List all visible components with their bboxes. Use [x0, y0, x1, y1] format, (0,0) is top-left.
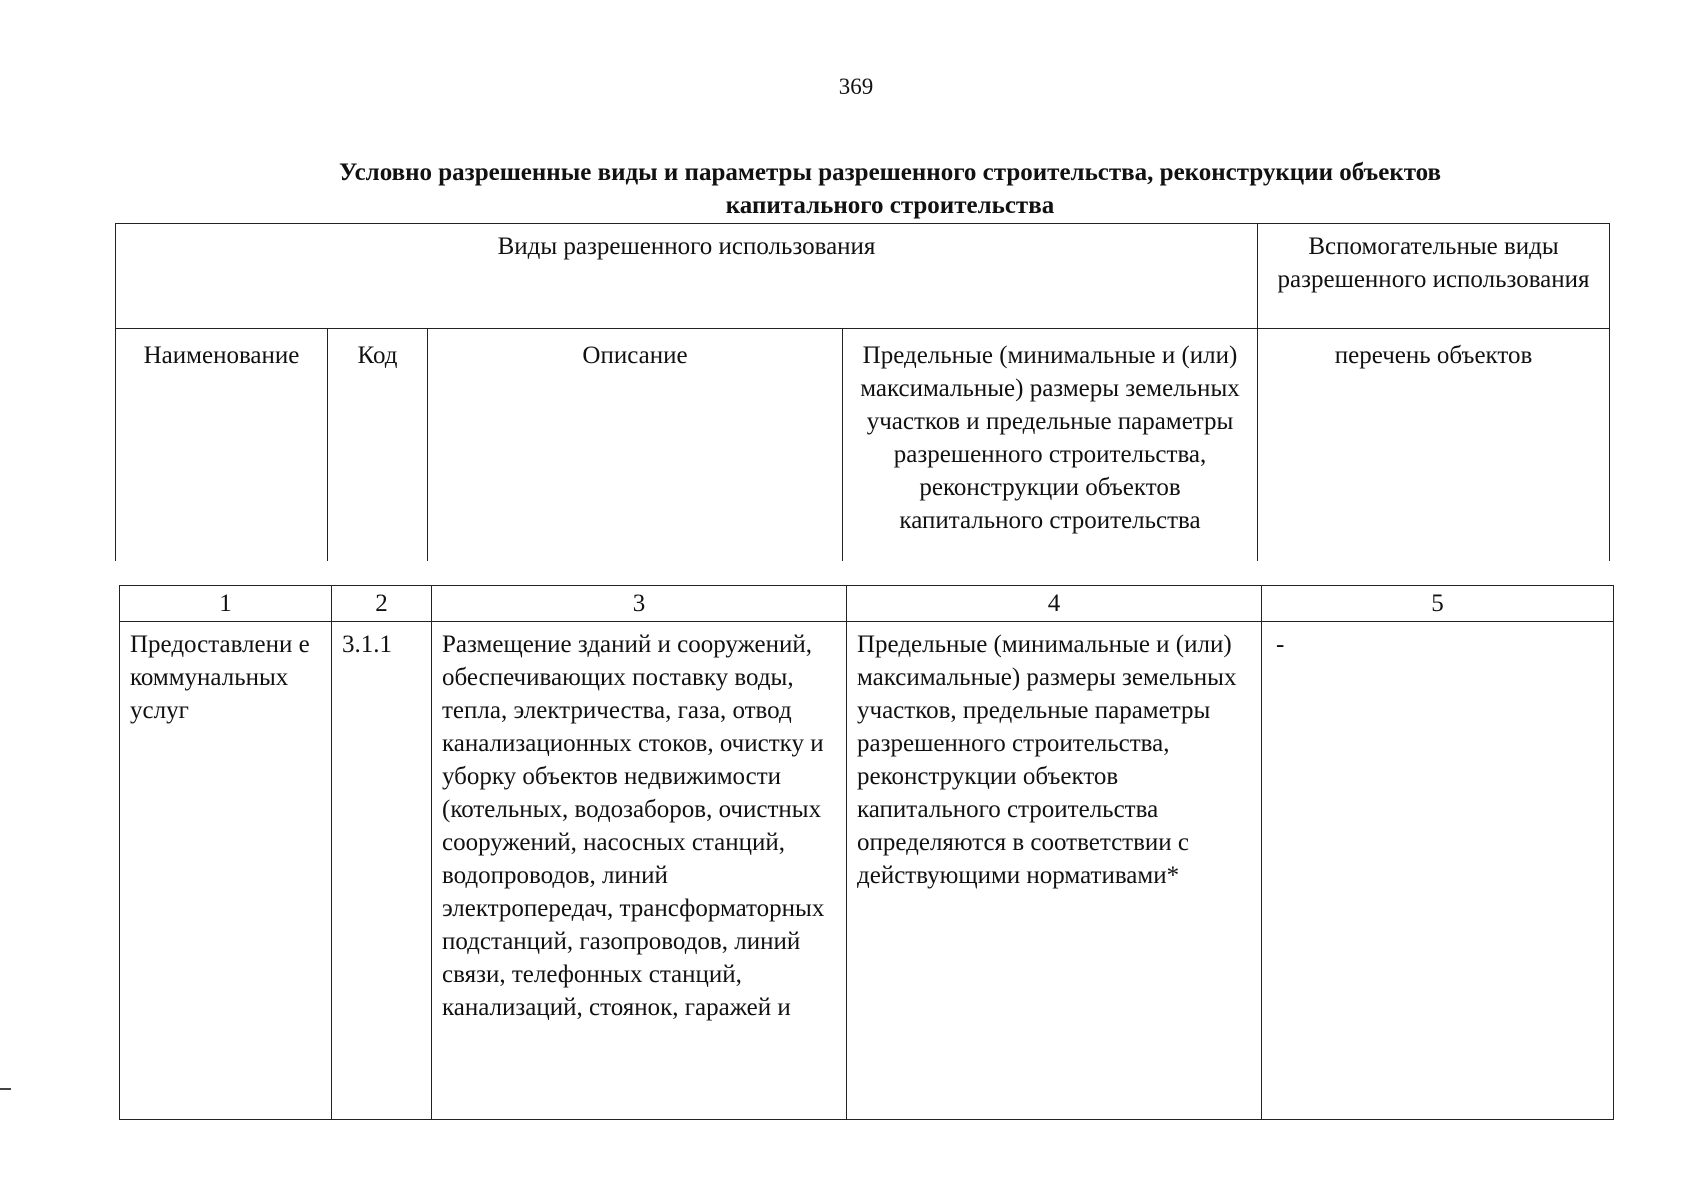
header-col-objects: перечень объектов	[1258, 329, 1610, 562]
header-col-name: Наименование	[116, 329, 328, 562]
cell-name: Предоставлени е коммунальных услуг	[120, 622, 332, 1120]
header-table	[115, 223, 1610, 561]
column-number-2: 2	[332, 586, 432, 622]
table-row	[120, 622, 1614, 1120]
column-number-row	[120, 586, 1614, 622]
header-group-aux: Вспомогательные виды разрешенного использования	[1258, 224, 1610, 329]
cell-limits: Предельные (минимальные и (или) максимальные) размеры земельных участков, предельные параметры разрешенного строительства, реконструкции объектов капитального строительства определяются в соответствии с действующими нормативами*	[847, 622, 1262, 1120]
column-number-4: 4	[847, 586, 1262, 622]
margin-mark	[0, 1088, 11, 1090]
document-title	[200, 156, 1580, 222]
column-number-3: 3	[432, 586, 847, 622]
title-line-2: капитального строительства	[725, 192, 1055, 219]
cell-aux: -	[1262, 622, 1614, 1120]
header-col-code: Код	[328, 329, 428, 562]
cell-code: 3.1.1	[332, 622, 432, 1120]
cell-description: Размещение зданий и сооружений, обеспечивающих поставку воды, тепла, электричества, газа, отвод канализационных стоков, очистку и уборку объектов недвижимости (котельных, водозаборов, очистных сооружений, насосных станций, водопроводов, линий электропередач, трансформаторных подстанций, газопроводов, линий связи, телефонных станций, канализаций, стоянок, гаражей и	[432, 622, 847, 1120]
column-number-1: 1	[120, 586, 332, 622]
header-group-main: Виды разрешенного использования	[116, 224, 1258, 329]
body-table	[119, 585, 1614, 1120]
title-line-1: Условно разрешенные виды и параметры разрешенного строительства, реконструкции объектов	[338, 159, 1442, 186]
header-col-limits: Предельные (минимальные и (или) максимальные) размеры земельных участков и предельные параметры разрешенного строительства, реконструкции объектов капитального строительства	[843, 329, 1258, 562]
header-col-description: Описание	[428, 329, 843, 562]
column-number-5: 5	[1262, 586, 1614, 622]
page-number: 369	[838, 74, 874, 99]
